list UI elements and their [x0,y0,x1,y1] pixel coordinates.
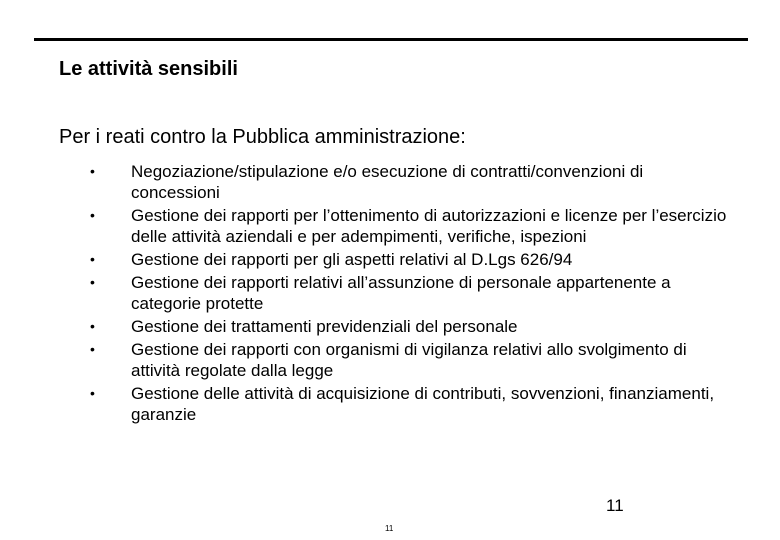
page-number: 11 [606,496,624,515]
bullet-text: Gestione delle attività di acquisizione di contributi, sovvenzioni, finanziamenti, garanzie [131,384,715,424]
bullet-dot-icon: • [90,341,95,357]
bullet-dot-icon: • [90,207,95,223]
bullet-text: Gestione dei rapporti per l’ottenimento di autorizzazioni e licenze per l’esercizio delle attività aziendali e per adempimenti, verifiche, ispezioni [131,206,727,246]
bullet-dot-icon: • [90,163,95,179]
intro-text: Per i reati contro la Pubblica amministrazione: [59,126,466,148]
bullet-text: Gestione dei trattamenti previdenziali del personale [131,317,518,336]
bullet-dot-icon: • [90,385,95,401]
bullet-item [90,249,730,270]
bullet-text: Gestione dei rapporti per gli aspetti relativi al D.Lgs 626/94 [131,250,573,269]
bullet-text: Gestione dei rapporti relativi all’assunzione di personale appartenente a categorie protette [131,273,671,313]
slide-title: Le attività sensibili [59,58,238,80]
bullet-item [90,272,730,314]
bullet-dot-icon: • [90,318,95,334]
bullet-text: Negoziazione/stipulazione e/o esecuzione di contratti/convenzioni di concessioni [131,162,644,202]
bullet-list [90,161,730,427]
footer-page-number: 11 [385,524,394,533]
bullet-text: Gestione dei rapporti con organismi di vigilanza relativi allo svolgimento di attività regolate dalla legge [131,340,687,380]
bullet-dot-icon: • [90,274,95,290]
bullet-item [90,161,730,203]
bullet-item [90,339,730,381]
top-divider-rule [34,38,748,41]
bullet-dot-icon: • [90,251,95,267]
bullet-item [90,205,730,247]
bullet-item [90,316,730,337]
bullet-item [90,383,730,425]
